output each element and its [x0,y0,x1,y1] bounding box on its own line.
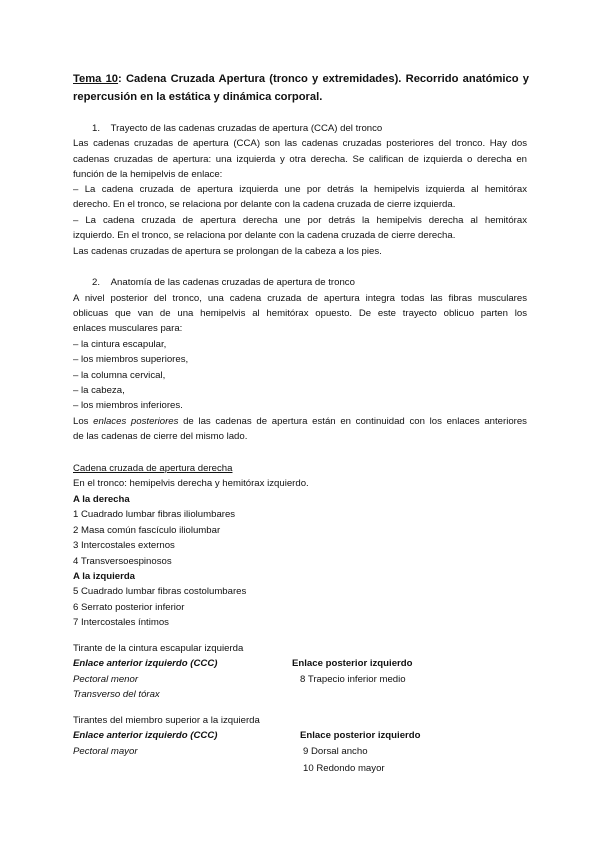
tirante-miembro-anterior-label: Enlace anterior izquierdo (CCC) [73,730,218,741]
section-2-list-item: – los miembros superiores, [73,354,189,365]
muscle-item: 7 Intercostales íntimos [73,617,169,628]
section-1-line: izquierdo. En el tronco, se relaciona por delante con la cadena cruzada de cierre derecha. [73,230,456,241]
section-2-heading: 2. Anatomía de las cadenas cruzadas de apertura de tronco [92,277,355,288]
section-2-line: A nivel posterior del tronco, una cadena cruzada de apertura integra todas las fibras musculares [73,293,527,304]
title-text: : Cadena Cruzada Apertura (tronco y extremidades). Recorrido anatómico y [118,73,530,85]
muscle-item: 1 Cuadrado lumbar fibras iliolumbares [73,509,236,520]
derecha-intro: En el tronco: hemipelvis derecha y hemitórax izquierdo. [73,478,309,489]
section-1-line: cadenas cruzadas de apertura: una izquierda y otra derecha. Se califican de izquierda o derecha en [73,154,527,165]
section-2-line: oblicuas que van de una hemipelvis al hemitórax opuesto. De este trayecto oblicuo parten los [73,308,527,319]
muscle-item: 4 Transversoespinosos [73,556,172,567]
page-title-line-1 [73,73,529,86]
tema-label: Tema 10 [73,73,119,85]
a-la-izquierda-label: A la izquierda [73,571,136,582]
derecha-heading: Cadena cruzada de apertura derecha [73,463,233,474]
muscle-item: 2 Masa común fascículo iliolumbar [73,525,221,536]
closing-post: de las cadenas de apertura están en continuidad con los enlaces anteriores [178,416,527,427]
tirante-cintura-posterior-item: 8 Trapecio inferior medio [300,674,406,685]
tirante-miembro-posterior-label: Enlace posterior izquierdo [300,730,421,741]
section-2-closing-line [73,415,527,428]
tirante-cintura-posterior-label: Enlace posterior izquierdo [292,658,413,669]
section-1-line: derecho. En el tronco, se relaciona por delante con la cadena cruzada de cierre izquierda. [73,199,456,210]
section-2-closing-line-2: de las cadenas de cierre del mismo lado. [73,431,248,442]
section-1-line: Las cadenas cruzadas de apertura (CCA) son las cadenas cruzadas posteriores del tronco. Hay dos [73,138,527,149]
page-title-line-2: repercusión en la estática y dinámica corporal. [73,91,323,103]
section-1-heading: 1. Trayecto de las cadenas cruzadas de apertura (CCA) del tronco [92,123,383,134]
closing-italic: enlaces posteriores [93,416,179,427]
section-2-list-item: – la cabeza, [73,385,125,396]
section-2-list-item: – la columna cervical, [73,370,166,381]
section-2-list-item: – los miembros inferiores. [73,400,183,411]
muscle-item: 6 Serrato posterior inferior [73,602,185,613]
section-1-line: – La cadena cruzada de apertura izquierda une por detrás la hemipelvis izquierda al hemitórax [73,184,527,195]
tirante-miembro-heading: Tirantes del miembro superior a la izquierda [73,715,260,726]
section-1-line: – La cadena cruzada de apertura derecha une por detrás la hemipelvis derecha al hemitórax [73,215,527,226]
tirante-miembro-posterior-item: 9 Dorsal ancho [303,746,368,757]
muscle-item: 3 Intercostales externos [73,540,175,551]
muscle-item: 5 Cuadrado lumbar fibras costolumbares [73,586,247,597]
section-1-line: función de la hemipelvis de enlace: [73,169,223,180]
tirante-miembro-posterior-item: 10 Redondo mayor [303,763,385,774]
a-la-derecha-label: A la derecha [73,494,130,505]
tirante-cintura-anterior-item: Pectoral menor [73,674,139,685]
tirante-cintura-anterior-item: Transverso del tórax [73,689,160,700]
closing-pre: Los [73,416,94,427]
tirante-cintura-heading: Tirante de la cintura escapular izquierda [73,643,244,654]
section-2-list-item: – la cintura escapular, [73,339,167,350]
tirante-miembro-anterior-item: Pectoral mayor [73,746,138,757]
tirante-cintura-anterior-label: Enlace anterior izquierdo (CCC) [73,658,218,669]
section-2-line: enlaces musculares para: [73,323,183,334]
section-1-line: Las cadenas cruzadas de apertura se prolongan de la cabeza a los pies. [73,246,382,257]
